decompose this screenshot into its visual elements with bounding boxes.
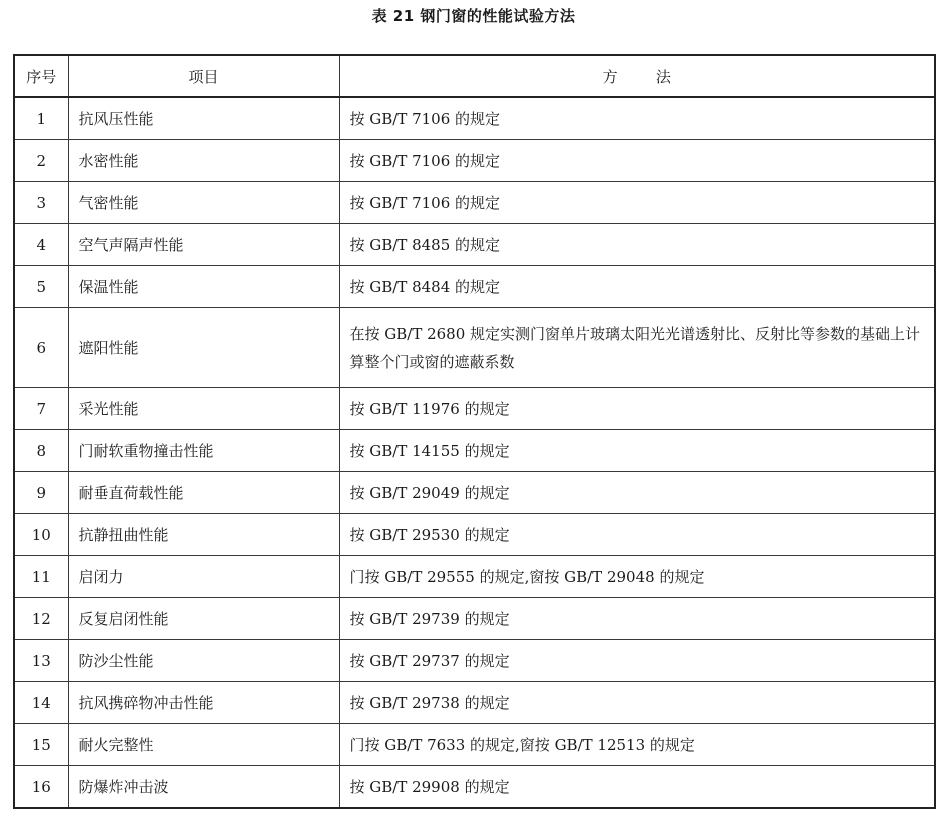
cell-method: 按 GB/T 29739 的规定 — [339, 598, 935, 640]
cell-no: 6 — [14, 308, 68, 388]
header-method — [339, 55, 935, 97]
cell-no: 15 — [14, 724, 68, 766]
cell-item: 遮阳性能 — [68, 308, 339, 388]
cell-no: 16 — [14, 766, 68, 809]
table-row — [14, 724, 935, 766]
table-row — [14, 514, 935, 556]
table-header-row — [14, 55, 935, 97]
cell-method: 按 GB/T 14155 的规定 — [339, 430, 935, 472]
table-row — [14, 182, 935, 224]
cell-item: 抗静扭曲性能 — [68, 514, 339, 556]
cell-no: 12 — [14, 598, 68, 640]
cell-item: 耐火完整性 — [68, 724, 339, 766]
cell-no: 1 — [14, 97, 68, 140]
cell-no: 8 — [14, 430, 68, 472]
table-row — [14, 472, 935, 514]
cell-no: 7 — [14, 388, 68, 430]
cell-method: 门按 GB/T 29555 的规定,窗按 GB/T 29048 的规定 — [339, 556, 935, 598]
table-row — [14, 224, 935, 266]
cell-method: 按 GB/T 8484 的规定 — [339, 266, 935, 308]
cell-no: 14 — [14, 682, 68, 724]
header-method-label: 方 法 — [602, 67, 671, 86]
cell-no: 5 — [14, 266, 68, 308]
cell-item: 反复启闭性能 — [68, 598, 339, 640]
cell-method: 按 GB/T 29049 的规定 — [339, 472, 935, 514]
table-row — [14, 266, 935, 308]
cell-no: 2 — [14, 140, 68, 182]
cell-no: 11 — [14, 556, 68, 598]
table-row — [14, 766, 935, 809]
table-row — [14, 388, 935, 430]
table-row — [14, 682, 935, 724]
table-caption: 表 21 钢门窗的性能试验方法 — [371, 7, 576, 25]
cell-method: 按 GB/T 7106 的规定 — [339, 182, 935, 224]
cell-no: 4 — [14, 224, 68, 266]
cell-item: 保温性能 — [68, 266, 339, 308]
cell-method: 按 GB/T 29908 的规定 — [339, 766, 935, 809]
cell-method: 在按 GB/T 2680 规定实测门窗单片玻璃太阳光光谱透射比、反射比等参数的基础上计算整个门或窗的遮蔽系数 — [339, 308, 935, 388]
cell-method: 按 GB/T 8485 的规定 — [339, 224, 935, 266]
cell-method: 按 GB/T 11976 的规定 — [339, 388, 935, 430]
cell-item: 气密性能 — [68, 182, 339, 224]
cell-no: 9 — [14, 472, 68, 514]
table-row — [14, 97, 935, 140]
cell-item: 启闭力 — [68, 556, 339, 598]
cell-method: 门按 GB/T 7633 的规定,窗按 GB/T 12513 的规定 — [339, 724, 935, 766]
header-item: 项目 — [68, 55, 339, 97]
cell-item: 防爆炸冲击波 — [68, 766, 339, 809]
cell-method: 按 GB/T 29737 的规定 — [339, 640, 935, 682]
table-row — [14, 640, 935, 682]
cell-item: 抗风携碎物冲击性能 — [68, 682, 339, 724]
cell-item: 水密性能 — [68, 140, 339, 182]
table-row — [14, 430, 935, 472]
cell-method: 按 GB/T 7106 的规定 — [339, 140, 935, 182]
header-no: 序号 — [14, 55, 68, 97]
cell-item: 防沙尘性能 — [68, 640, 339, 682]
cell-item: 采光性能 — [68, 388, 339, 430]
cell-item: 抗风压性能 — [68, 97, 339, 140]
cell-no: 13 — [14, 640, 68, 682]
cell-item: 空气声隔声性能 — [68, 224, 339, 266]
cell-no: 10 — [14, 514, 68, 556]
cell-method: 按 GB/T 29738 的规定 — [339, 682, 935, 724]
cell-item: 门耐软重物撞击性能 — [68, 430, 339, 472]
table-row — [14, 308, 935, 388]
cell-item: 耐垂直荷载性能 — [68, 472, 339, 514]
test-methods-table — [13, 54, 936, 809]
cell-no: 3 — [14, 182, 68, 224]
table-row — [14, 598, 935, 640]
cell-method: 按 GB/T 29530 的规定 — [339, 514, 935, 556]
cell-method: 按 GB/T 7106 的规定 — [339, 97, 935, 140]
table-row — [14, 556, 935, 598]
table-row — [14, 140, 935, 182]
